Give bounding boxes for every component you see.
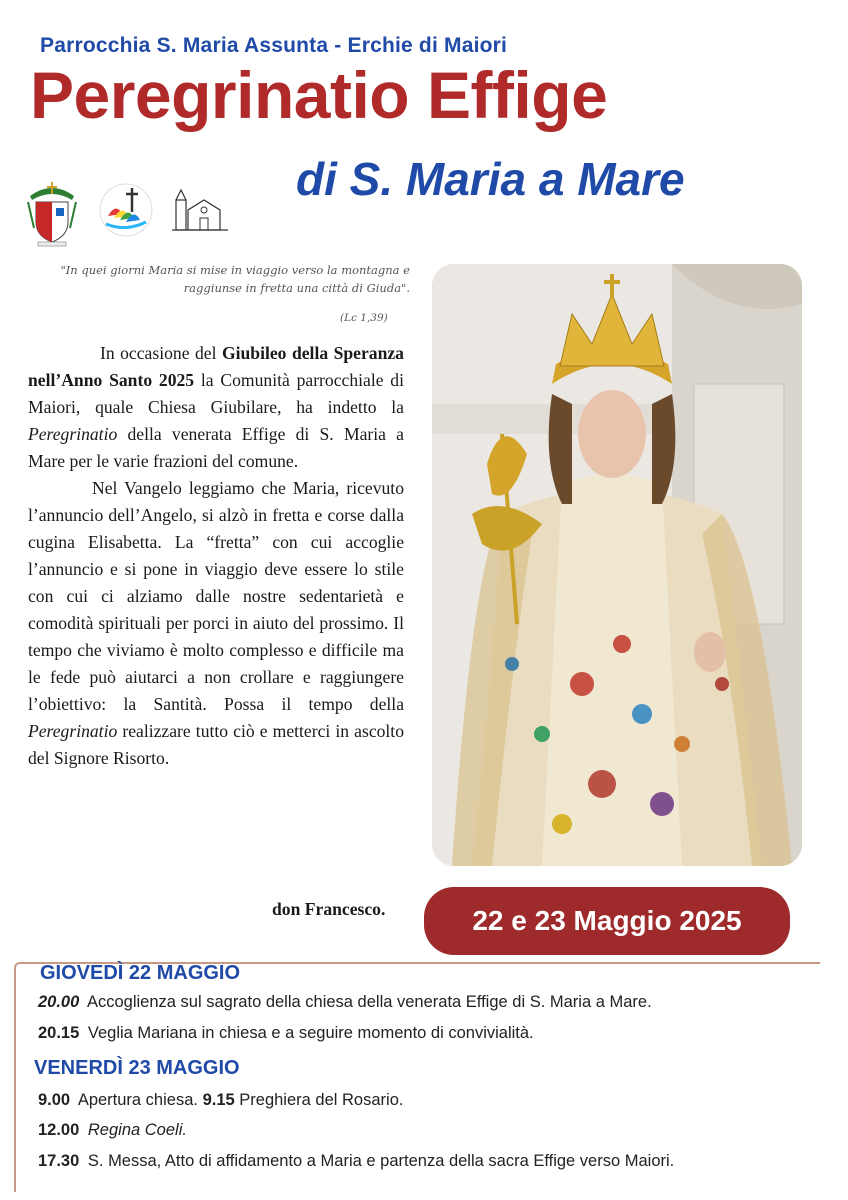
church-sketch-icon <box>170 178 230 248</box>
page-title: Peregrinatio Effige <box>30 58 608 132</box>
logo-strip <box>22 178 230 248</box>
letter-signature: don Francesco. <box>272 899 386 919</box>
letter-paragraph-2: Nel Vangelo leggiamo che Maria, ricevuto l’annuncio dell’Angelo, si alzò in fretta e corse dalla cugina Elisabetta. La “fretta” con cui accoglie l’annuncio e si pone in viaggio deve essere lo stile con cui ci alziamo dalle nostre sedentarietà e comodità spirituali per porci in aiuto del prossimo. Il tempo che viviamo è molto complesso e difficile ma le fede può aiutarci a non crollare e raggiungere l’obiettivo: la Santità. Possa il tempo della Peregrinatio realizzare tutto ciò e metterci in ascolto del Signore Risorto. <box>28 478 404 768</box>
schedule-item: 12.00 Regina Coeli. <box>38 1121 187 1139</box>
pastoral-letter <box>28 340 404 772</box>
jubilee-pilgrims-of-hope-icon <box>96 178 156 248</box>
episcopal-coat-of-arms-icon <box>22 178 82 248</box>
schedule-item: 20.00 Accoglienza sul sagrato della chiesa della venerata Effige di S. Maria a Mare. <box>38 993 652 1011</box>
parish-name: Parrocchia S. Maria Assunta - Erchie di Maiori <box>40 34 508 57</box>
page-subtitle: di S. Maria a Mare <box>296 153 685 205</box>
schedule-item: 20.15 Veglia Mariana in chiesa e a seguire momento di convivialità. <box>38 1024 534 1042</box>
scripture-quote: "In quei giorni Maria si mise in viaggio verso la montagna e raggiunse in fretta una città di Giuda". <box>60 263 410 295</box>
schedule-item: 17.30 S. Messa, Atto di affidamento a Maria e partenza della sacra Effige verso Maiori. <box>38 1152 675 1170</box>
day-2-heading: VENERDÌ 23 MAGGIO <box>34 1057 240 1079</box>
event-date-banner: 22 e 23 Maggio 2025 <box>424 887 790 955</box>
letter-paragraph-1: In occasione del Giubileo della Speranza nell’Anno Santo 2025 la Comunità parrocchiale di Maiori, quale Chiesa Giubilare, ha indetto la Peregrinatio della venerata Effige di S. Maria a Mare per le varie frazioni del comune. <box>28 343 404 471</box>
madonna-statue-photo <box>432 264 802 866</box>
schedule-item: 9.00 Apertura chiesa. 9.15 Preghiera del Rosario. <box>38 1091 404 1109</box>
day-1-heading: GIOVEDÌ 22 MAGGIO <box>40 962 241 984</box>
scripture-reference: (Lc 1,39) <box>340 312 388 324</box>
